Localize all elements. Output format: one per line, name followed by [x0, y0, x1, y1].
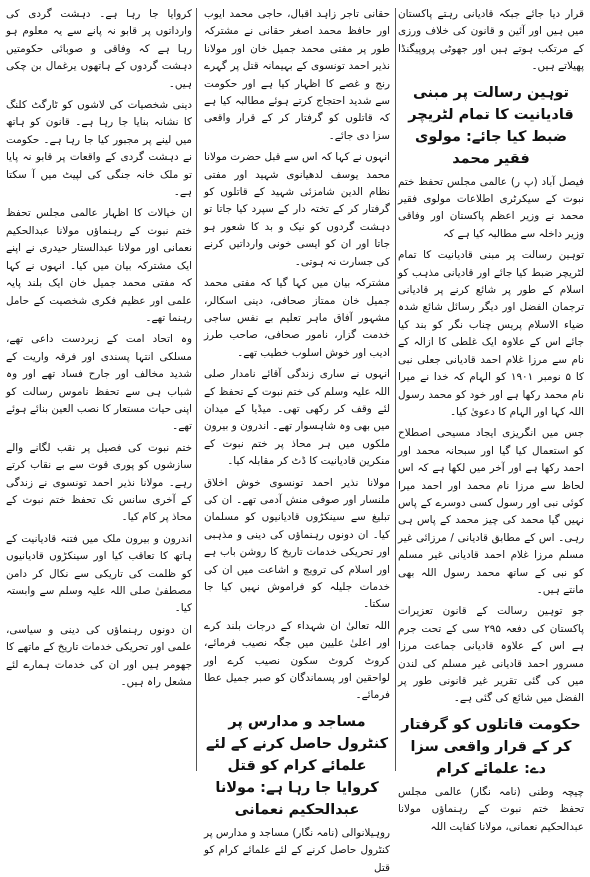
right-paragraph-3: جس میں انگریزی ایجاد مسیحی اصطلاح کو استعمال کیا گیا اور سبحانہ محمد اور احمد رکھا ہے اور آخر میں لکھا ہے کہ اس لحاظ سے مرزا نام محمد اور احمد میرا کوئی نبی اور رسول کسی دوسرے کے پاس نہیں گیا محمد کی چیز محمد کے پاس ہی رہی۔ اس کے مطابق قادیانی / مرزائی غیر مسلم مرزا غلام احمد قادیانی غیر مسلم کو نبی کے ساتھ محمد رسول اللہ بھی مانتے ہیں۔ — [398, 427, 584, 596]
right-paragraph-2: توہین رسالت پر مبنی قادیانیت کا تمام لٹریچر ضبط کیا جائے اور قادیانی مذہب کو اسلام کے طور پر شائع کرنے پر قادیانی ترجمان الفضل اور دیگر رسائل شائع شدہ ضیاء الاسلام پریس چناب نگر کو بند کیا جائے اس کے علاوہ ایک غلطی کا ازالہ کے نام سے مرزا غلام احمد قادیانی جعلی نبی کا ۵ نومبر ۱۹۰۱ کو الہام کہ خدا نے میرا نام محمد رکھا ہے اور خود کو محمد رسول اللہ کہا اور الہام کا دعویٰ کیا۔ — [398, 249, 584, 418]
middle-paragraph-1: حقانی تاجر زاہد اقبال، حاجی محمد ایوب اور حافظ محمد اصغر حقانی نے مشترکہ طور پر مفتی محمد جمیل خان اور مولانا نذیر احمد تونسوی کے بہیمانہ قتل پر گہرے رنج و غصے کا اظہار کیا ہے اور حکومت سے شدید احتجاج کرتے ہوئے مطالبہ کیا ہے کہ قاتلوں کو گرفتار کر کے قرار واقعی سزا دی جائے۔ — [204, 8, 390, 142]
headline-arrest-killers: حکومت قاتلوں کو گرفتار کر کے قرار واقعی سزا دے: علمائے کرام — [401, 716, 581, 777]
right-paragraph-4: جو توہین رسالت کے قانون تعزیرات پاکستان کی دفعہ ۲۹۵ سی کے تحت جرم ہے اس کے علاوہ قادیانی جماعت مرزا مسرور احمد قادیانی غیر مسلم کی لندن میں کی گئی تقریر غیر قانونی طور پر الفضل میں شائع کی گئی ہے۔ — [398, 605, 584, 705]
middle-paragraph-4: انہوں نے ساری زندگی آقائے نامدار صلی اللہ علیہ وسلم کی ختم نبوت کے تحفظ کے لئے وقف کر رکھی تھی۔ میڈیا کے میدان میں بھی وہ شاہسوار تھے۔ اندرون و بیرون ملکوں میں ہر محاذ پر ختم نبوت کے منکرین قادیانیت کا ڈٹ کر مقابلہ کیا۔ — [204, 368, 390, 468]
left-paragraph-2: دینی شخصیات کی لاشوں کو ٹارگٹ کلنگ کا نشانہ بنایا جا رہا ہے۔ قانون کو ہاتھ میں لینے پر مجبور کیا جا رہا ہے۔ حکومت نے دہشت گردی کے واقعات پر قابو نہ پایا تو ملک خانہ جنگی کی لپیٹ میں آ سکتا ہے۔ — [6, 99, 192, 199]
headline-mosques-madrasas: مساجد و مدارس پر کنٹرول حاصل کرنے کے لئے علمائے کرام کو قتل کروایا جا رہا ہے: مولانا عبدالحکیم نعمانی — [205, 713, 389, 818]
right-paragraph-1: قرار دیا جائے جبکہ قادیانی رہتے پاکستان میں ہیں اور آئین و قانون کی خلاف ورزی کے مرتکب ہوتے ہیں اور جھوٹی پروپیگنڈا پھیلاتے ہیں۔ — [398, 8, 584, 73]
dateline-faisalabad: فیصل آباد (پ ر) عالمی مجلس تحفظ ختم نبوت کے سیکرٹری اطلاعات مولوی فقیر محمد نے وزیر اعظم پاکستان اور وفاقی وزیر داخلہ سے مطالبہ کیا ہے کہ — [398, 175, 584, 240]
middle-paragraph-3: مشترکہ بیان میں کہا گیا کہ مفتی محمد جمیل خان ممتاز صحافی، دینی اسکالر، مشہور آفاق ماہر تعلیم بے نفس ساجی خدمت گزار، نامور صحافی، صاحب طرز ادیب اور خوش اسلوب خطیب تھے۔ — [204, 277, 390, 359]
middle-paragraph-5: مولانا نذیر احمد تونسوی خوش اخلاق ملنسار اور صوفی منش آدمی تھے۔ ان کی تبلیغ سے سینکڑوں قادیانیوں کو مسلمان کیا۔ ان دونوں رہنماؤں کی دینی و مذہبی اور تحریکی خدمات تاریخ کا روشن باب ہے اور اسلام کی ترویج و اشاعت میں ان کی خدمات جلیلہ کو فراموش نہیں کیا جا سکتا۔ — [204, 476, 390, 611]
middle-paragraph-2: انہوں نے کہا کہ اس سے قبل حضرت مولانا محمد یوسف لدھیانوی شہید اور مفتی نظام الدین شامزئی شہید کے قاتلوں کو گرفتار کر کے تختہ دار کے سپرد کیا جاتا تو دہشت گردوں کو نیک و بد کا شعور ہو جاتا اور ان کو ایسی خونی وارداتیں کرنے کی جسارت نہ ہوتی۔ — [204, 151, 390, 268]
right-column — [398, 6, 584, 833]
middle-paragraph-6: اللہ تعالیٰ ان شہداء کے درجات بلند کرے اور اعلیٰ علیین میں جگہ نصیب فرمائے، کروٹ کروٹ سکون نصیب کرے اور لواحقین اور پسماندگان کو صبر جمیل عطا فرمائے۔ — [204, 619, 390, 702]
left-paragraph-5: ختم نبوت کی فصیل پر نقب لگانے والے سازشوں کو پوری قوت سے بے نقاب کرتے رہے۔ مولانا نذیر احمد تونسوی نے زندگی کے آخری سانس تک تحفظ ختم نبوت کے محاذ پر کام کیا۔ — [6, 441, 192, 524]
left-paragraph-1: کروایا جا رہا ہے۔ دہشت گردی کی وارداتوں پر قابو نہ پانے سے یہ معلوم ہو رہا ہے کہ وفاقی و صوبائی حکومتیں دہشت گردوں کے ہاتھوں یرغمال بن چکی ہیں۔ — [6, 8, 192, 90]
left-paragraph-4: وہ اتحاد امت کے زبردست داعی تھے، مسلکی انتہا پسندی اور فرقہ واریت کے شدید مخالف اور جارح فساد تھے اور وہ شباب ہی سے تحفظ ناموس رسالت کو اپنی حیات مستعار کا نصب العین بنائے ہوئے تھے۔ — [6, 333, 192, 433]
dateline-rohilanwali: روہیلانوالی (نامہ نگار) مساجد و مدارس پر کنٹرول حاصل کرنے کے لئے علمائے کرام کو قتل — [203, 826, 390, 874]
left-column — [6, 6, 192, 773]
left-paragraph-7: ان دونوں رہنماؤں کی دینی و سیاسی، علمی اور تحریکی خدمات تاریخ کے ماتھے کا جھومر ہیں اور ان کی خدمات ہمارے لئے مشعل راہ ہیں۔ — [6, 623, 192, 689]
middle-column — [203, 6, 390, 874]
column-divider — [395, 8, 396, 771]
left-paragraph-6: اندرون و بیرون ملک میں فتنہ قادیانیت کے ہاتھ کا تعاقب کیا اور سینکڑوں قادیانیوں کو ظلمت کی تاریکی سے نکال کر دامن مصطفیٰ صلی اللہ علیہ وسلم سے وابستہ کیا۔ — [6, 532, 192, 615]
dateline-chichawatni: چیچہ وطنی (نامہ نگار) عالمی مجلس تحفظ ختم نبوت کے رہنماؤں مولانا عبدالحکیم نعمانی، مولانا کفایت اللہ — [398, 785, 584, 833]
left-paragraph-3: ان خیالات کا اظہار عالمی مجلس تحفظ ختم نبوت کے رہنماؤں مولانا عبدالحکیم نعمانی اور مولانا عبدالستار حیدری نے اپنے ایک مشترکہ بیان میں کیا۔ انہوں نے کہا کہ مفتی محمد جمیل خان ایک بلند پایہ علمی اور عظیم فکری شخصیت کے حامل رہنما تھے۔ — [6, 207, 192, 324]
headline-blasphemy-literature: توہین رسالت پر مبنی قادیانیت کا تمام لٹریچر ضبط کیا جائے: مولوی فقیر محمد — [408, 84, 574, 167]
column-divider — [196, 8, 197, 771]
